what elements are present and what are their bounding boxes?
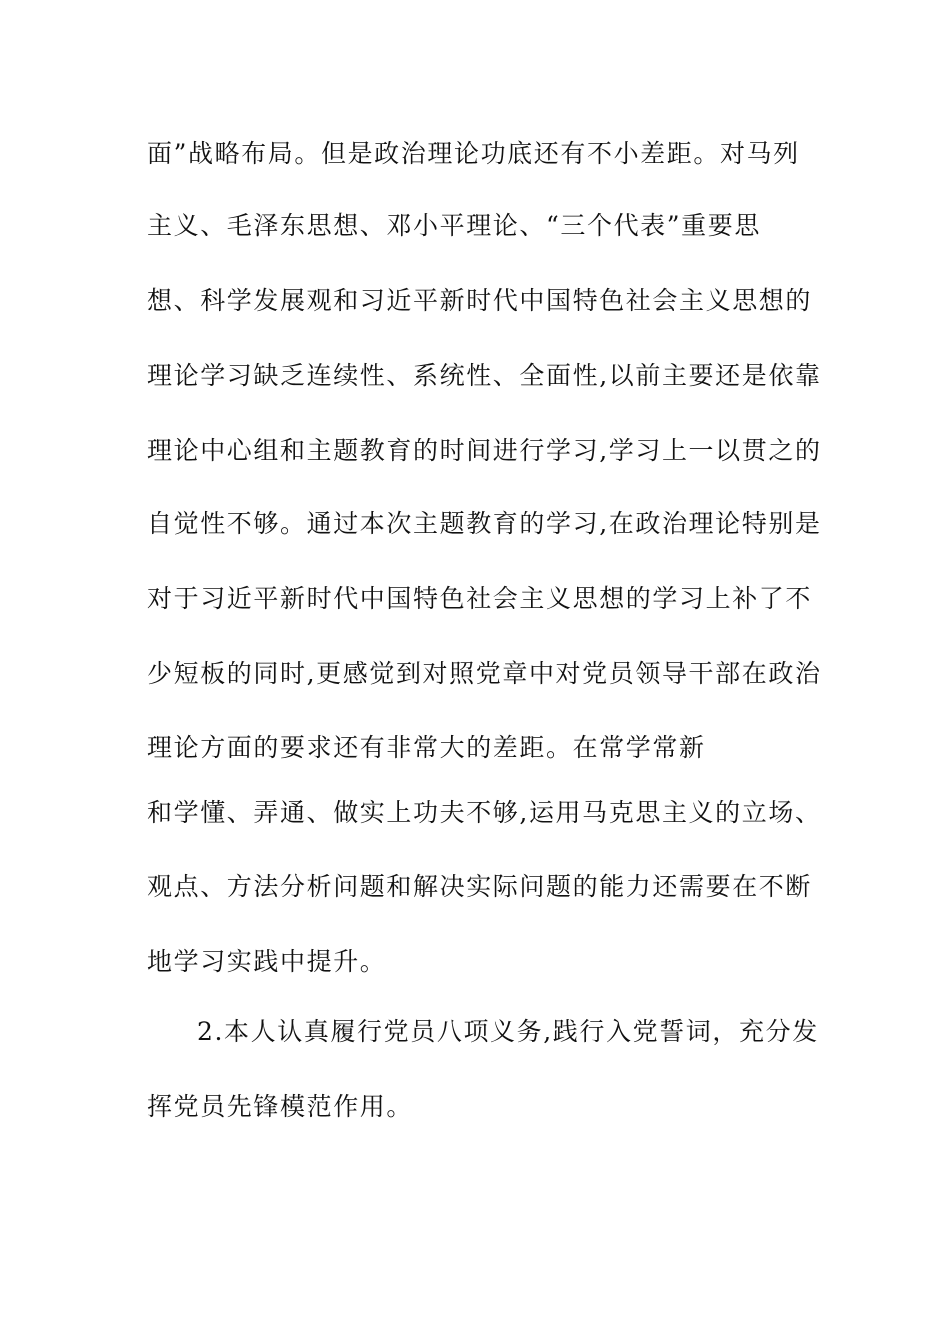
paragraph-line: 观点、方法分析问题和解决实际问题的能力还需要在不断 — [147, 872, 813, 901]
paragraph-line: 和学懂、弄通、做实上功夫不够,运用马克思主义的立场、 — [147, 798, 822, 827]
paragraph-line: 自觉性不够。通过本次主题教育的学习,在政治理论特别是 — [147, 509, 822, 538]
paragraph-line: 主义、毛泽东思想、邓小平理论、“三个代表”重要思 — [147, 211, 761, 240]
paragraph-line: 想、科学发展观和习近平新时代中国特色社会主义思想的 — [147, 286, 813, 315]
paragraph-line: 理论学习缺乏连续性、系统性、全面性,以前主要还是依靠 — [147, 361, 822, 390]
paragraph-line: 理论方面的要求还有非常大的差距。在常学常新 — [147, 733, 706, 762]
paragraph-line: 少短板的同时,更感觉到对照党章中对党员领导干部在政治 — [147, 659, 822, 688]
paragraph-line: 挥党员先锋模范作用。 — [147, 1092, 414, 1121]
paragraph-line: 面”战略布局。但是政治理论功底还有不小差距。对马列 — [147, 139, 800, 168]
paragraph-line: 理论中心组和主题教育的时间进行学习,学习上一以贯之的 — [147, 436, 822, 465]
numbered-item-line: 2.本人认真履行党员八项义务,践行入党誓词，充分发 — [197, 1017, 819, 1046]
paragraph-line: 对于习近平新时代中国特色社会主义思想的学习上补了不 — [147, 584, 813, 613]
paragraph-line: 地学习实践中提升。 — [147, 947, 387, 976]
